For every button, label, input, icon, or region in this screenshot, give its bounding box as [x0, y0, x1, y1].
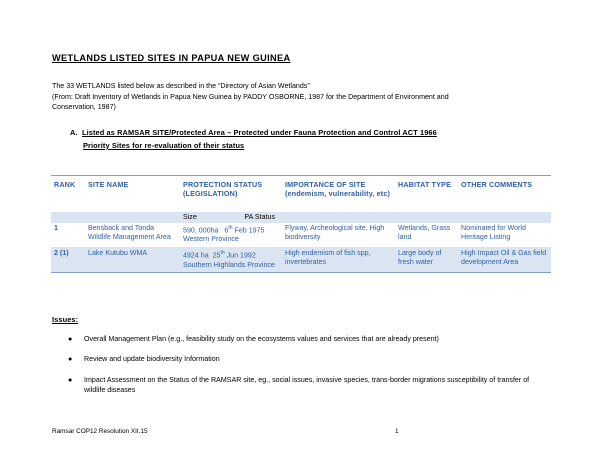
- protection-subheader: [183, 213, 275, 222]
- issues-heading: Issues:: [52, 315, 79, 324]
- cell-rank: 1: [54, 224, 58, 232]
- section-subtitle: Priority Sites for re-evaluation of their status: [83, 141, 245, 150]
- cell-habitat: Large body of fresh water: [398, 249, 442, 267]
- issues-list: [52, 334, 552, 396]
- cell-comments: High Impact Oil & Gas field development Area: [461, 249, 547, 267]
- page-number: 1: [395, 428, 399, 435]
- table-header-row: [51, 176, 551, 213]
- bullet-icon: ●: [68, 335, 73, 343]
- cell-protection: 4924 ha 25th Jun 1992 Southern Highlands Province: [183, 250, 275, 269]
- header-habitat-type: HABITAT TYPE: [398, 180, 452, 189]
- section-title: Listed as RAMSAR SITE/Protected Area – Protected under Fauna Protection and Control ACT 1966: [82, 128, 437, 137]
- issue-text: Impact Assessment on the Status of the RAMSAR site, eg., social issues, invasive species, trans-border migrations susceptibility of transfer of wildlife diseases: [84, 375, 530, 395]
- header-importance: IMPORTANCE OF SITE (endemism, vulnerability, etc): [285, 180, 391, 198]
- wetlands-table: [51, 175, 551, 273]
- section-letter: A.: [70, 128, 78, 137]
- cell-rank: 2 (1): [54, 249, 69, 258]
- bullet-icon: ●: [68, 375, 73, 384]
- issue-text: Review and update biodiversity Information: [84, 355, 220, 364]
- table-row: [51, 247, 551, 272]
- issue-item: [52, 354, 552, 364]
- cell-site-name: Lake Kutubu WMA: [88, 249, 148, 258]
- intro-paragraph: [52, 81, 552, 113]
- bullet-icon: ●: [68, 355, 73, 364]
- header-other-comments: OTHER COMMENTS: [461, 180, 533, 189]
- intro-line: Conservation, 1987): [52, 103, 116, 112]
- footer-text: Ramsar COP12 Resolution XII.15: [52, 428, 148, 435]
- header-protection-status: PROTECTION STATUS (LEGISLATION): [183, 180, 263, 198]
- issue-item: [52, 334, 552, 344]
- cell-importance: High endemism of fish spp, invertebrates: [285, 249, 371, 267]
- cell-comments: Nominated for World Heritage Listing: [461, 224, 526, 241]
- table-row: [51, 223, 551, 247]
- section-a-heading: [70, 128, 437, 137]
- cell-habitat: Wetlands, Grass land: [398, 224, 451, 241]
- table-subheader-row: [51, 212, 551, 223]
- cell-importance: Flyway, Archeological site, High biodiversity: [285, 224, 385, 241]
- issue-item: [52, 375, 552, 396]
- document-title: WETLANDS LISTED SITES IN PAPUA NEW GUINEA: [52, 53, 291, 63]
- subheader-pa-status: PA Status: [244, 213, 275, 221]
- issue-text: Overall Management Plan (e.g., feasibility study on the ecosystems values and services that are already present): [84, 335, 439, 343]
- intro-line: The 33 WETLANDS listed below as described in the “Directory of Asian Wetlands”: [52, 82, 310, 90]
- subheader-size: Size: [183, 213, 197, 221]
- cell-protection: 590, 000ha 6th Feb 1975 Western Province: [183, 225, 265, 244]
- header-rank: RANK: [54, 180, 76, 189]
- intro-line: (From: Draft Inventory of Wetlands in Papua New Guinea by PADDY OSBORNE, 1987 for the Department of Environment and: [52, 92, 449, 101]
- header-site-name: SITE NAME: [88, 180, 129, 189]
- cell-site-name: Bensback and Tonda Wildlife Management Area: [88, 224, 171, 241]
